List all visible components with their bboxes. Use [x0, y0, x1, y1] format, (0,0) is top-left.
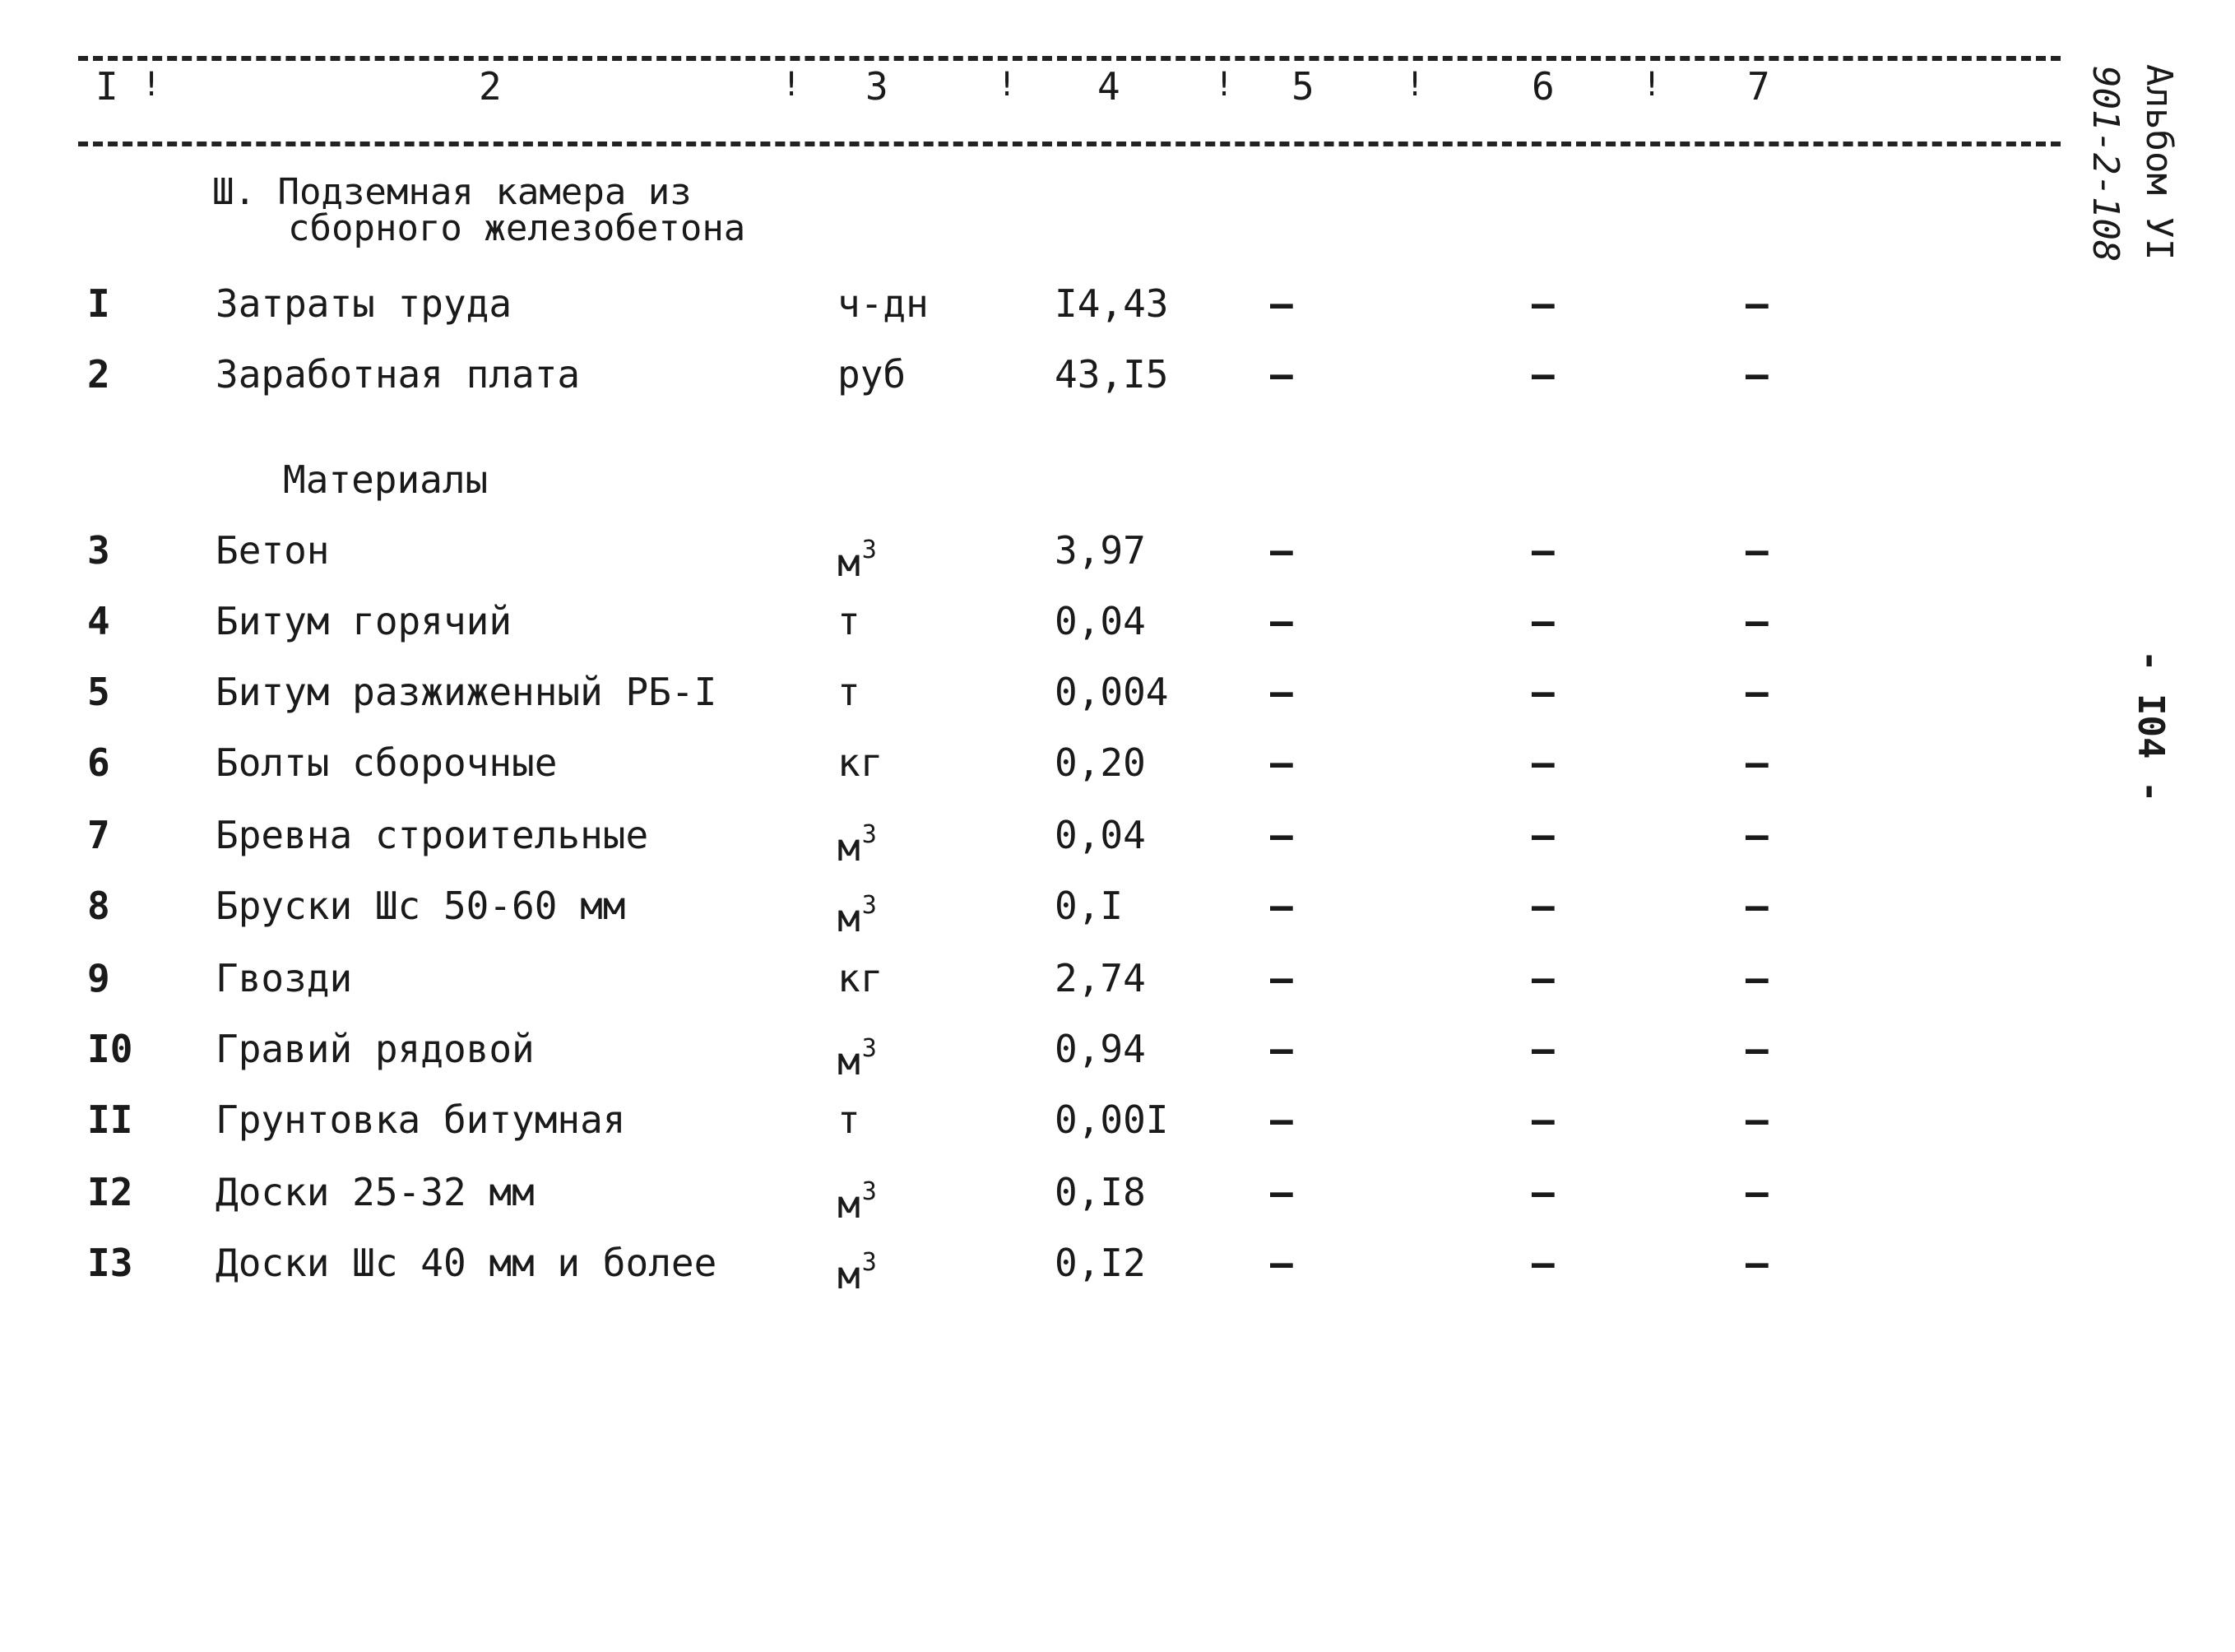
row-number: 5	[87, 670, 110, 714]
row-value-col5: –	[1270, 1097, 1293, 1142]
header-top-rule	[78, 56, 2061, 61]
unit-superscript: 3	[861, 536, 877, 564]
row-value-col5: –	[1270, 281, 1293, 326]
row-value-col5: –	[1270, 956, 1293, 1000]
unit-superscript: 3	[861, 891, 877, 920]
row-value-col4: 0,I8	[1055, 1170, 1146, 1214]
row-unit	[837, 599, 860, 643]
row-value-col5: –	[1270, 599, 1293, 643]
row-value-col4: 0,94	[1055, 1027, 1146, 1071]
unit-superscript: 3	[861, 1177, 877, 1206]
header-bottom-rule	[78, 142, 2061, 146]
row-value-col6: –	[1532, 1027, 1555, 1071]
row-value-col4: 0,04	[1055, 813, 1146, 857]
row-unit	[837, 352, 906, 397]
row-value-col7: –	[1746, 670, 1769, 714]
row-unit	[837, 528, 877, 585]
unit-text: т	[837, 1097, 860, 1142]
header-separator: !	[781, 66, 802, 104]
header-col-4: 4	[1097, 64, 1120, 109]
header-col-7: 7	[1747, 64, 1770, 109]
row-name: Доски 25-32 мм	[216, 1170, 535, 1214]
row-value-col6: –	[1532, 670, 1555, 714]
row-value-col5: –	[1270, 813, 1293, 857]
unit-text: м	[837, 896, 860, 940]
row-value-col5: –	[1270, 1241, 1293, 1285]
row-value-col4: 43,I5	[1055, 352, 1169, 397]
row-value-col7: –	[1746, 281, 1769, 326]
album-label: Альбом УI	[2138, 64, 2180, 261]
row-value-col5: –	[1270, 528, 1293, 573]
row-value-col4: 0,04	[1055, 599, 1146, 643]
row-value-col7: –	[1746, 1241, 1769, 1285]
header-col-6: 6	[1532, 64, 1555, 109]
page-number: - I04 -	[2130, 650, 2172, 803]
unit-text: м	[837, 1182, 860, 1227]
row-name: Битум горячий	[216, 599, 512, 643]
row-value-col7: –	[1746, 1170, 1769, 1214]
materials-heading: Материалы	[283, 457, 489, 502]
section-title	[212, 171, 746, 249]
row-unit	[837, 281, 929, 326]
row-value-col7: –	[1746, 884, 1769, 928]
row-value-col6: –	[1532, 1241, 1555, 1285]
section-title-line-2: сборного железобетона	[288, 207, 746, 249]
unit-superscript: 3	[861, 820, 877, 849]
row-name: Заработная плата	[216, 352, 581, 397]
header-separator: !	[997, 66, 1018, 104]
row-number: I0	[87, 1027, 133, 1071]
header-col-5: 5	[1291, 64, 1315, 109]
row-name: Затраты труда	[216, 281, 512, 326]
unit-text: м	[837, 1039, 860, 1084]
row-value-col5: –	[1270, 740, 1293, 785]
row-unit	[837, 1241, 877, 1297]
row-value-col5: –	[1270, 352, 1293, 397]
unit-text: м	[837, 1253, 860, 1297]
row-name: Гвозди	[216, 956, 353, 1000]
row-unit	[837, 1170, 877, 1227]
row-value-col5: –	[1270, 1027, 1293, 1071]
row-value-col7: –	[1746, 528, 1769, 573]
row-number: II	[87, 1097, 133, 1142]
row-value-col5: –	[1270, 884, 1293, 928]
unit-superscript: 3	[861, 1034, 877, 1063]
row-name: Болты сборочные	[216, 740, 558, 785]
row-value-col6: –	[1532, 281, 1555, 326]
row-name: Грунтовка битумная	[216, 1097, 626, 1142]
row-name: Бревна строительные	[216, 813, 649, 857]
row-value-col7: –	[1746, 1097, 1769, 1142]
row-number: 8	[87, 884, 110, 928]
row-number: I	[87, 281, 110, 326]
row-value-col7: –	[1746, 740, 1769, 785]
header-separator: !	[1642, 66, 1662, 104]
unit-text: кг	[837, 740, 883, 785]
row-number: 7	[87, 813, 110, 857]
row-number: 4	[87, 599, 110, 643]
unit-text: м	[837, 541, 860, 585]
header-separator: !	[1214, 66, 1235, 104]
section-title-line-1: Ш. Подземная камера из	[212, 171, 692, 213]
row-name: Бруски Шс 50-60 мм	[216, 884, 626, 928]
row-value-col7: –	[1746, 1027, 1769, 1071]
row-value-col6: –	[1532, 884, 1555, 928]
row-value-col6: –	[1532, 1170, 1555, 1214]
row-number: 6	[87, 740, 110, 785]
unit-text: т	[837, 670, 860, 714]
row-value-col4: 0,00I	[1055, 1097, 1169, 1142]
unit-text: руб	[837, 352, 907, 397]
unit-superscript: 3	[861, 1248, 877, 1277]
row-value-col4: 3,97	[1055, 528, 1146, 573]
row-name: Гравий рядовой	[216, 1027, 535, 1071]
row-number: 3	[87, 528, 110, 573]
row-value-col6: –	[1532, 1097, 1555, 1142]
row-number: I3	[87, 1241, 133, 1285]
row-unit	[837, 813, 877, 870]
row-number: 2	[87, 352, 110, 397]
row-unit	[837, 884, 877, 940]
unit-text: кг	[837, 956, 883, 1000]
row-number: 9	[87, 956, 110, 1000]
row-value-col7: –	[1746, 813, 1769, 857]
row-value-col4: 0,I2	[1055, 1241, 1146, 1285]
header-separator: !	[141, 66, 162, 104]
row-value-col4: I4,43	[1055, 281, 1169, 326]
row-value-col4: 0,I	[1055, 884, 1124, 928]
project-code: 901-2-108	[2084, 66, 2126, 262]
row-unit	[837, 740, 883, 785]
row-value-col7: –	[1746, 599, 1769, 643]
row-name: Битум разжиженный РБ-I	[216, 670, 717, 714]
row-value-col4: 0,20	[1055, 740, 1146, 785]
row-value-col5: –	[1270, 1170, 1293, 1214]
row-value-col6: –	[1532, 599, 1555, 643]
header-separator: !	[1405, 66, 1426, 104]
header-col-1: I	[95, 64, 118, 109]
row-unit	[837, 1097, 860, 1142]
header-col-3: 3	[865, 64, 888, 109]
row-value-col4: 2,74	[1055, 956, 1146, 1000]
row-value-col5: –	[1270, 670, 1293, 714]
row-unit	[837, 670, 860, 714]
row-name: Доски Шс 40 мм и более	[216, 1241, 717, 1285]
row-value-col7: –	[1746, 352, 1769, 397]
row-name: Бетон	[216, 528, 330, 573]
row-unit	[837, 956, 883, 1000]
row-value-col6: –	[1532, 352, 1555, 397]
row-unit	[837, 1027, 877, 1084]
unit-text: ч-дн	[837, 281, 929, 326]
row-value-col7: –	[1746, 956, 1769, 1000]
row-value-col6: –	[1532, 740, 1555, 785]
row-value-col6: –	[1532, 813, 1555, 857]
row-value-col4: 0,004	[1055, 670, 1169, 714]
header-col-2: 2	[479, 64, 502, 109]
row-number: I2	[87, 1170, 133, 1214]
unit-text: м	[837, 825, 860, 870]
unit-text: т	[837, 599, 860, 643]
row-value-col6: –	[1532, 528, 1555, 573]
row-value-col6: –	[1532, 956, 1555, 1000]
